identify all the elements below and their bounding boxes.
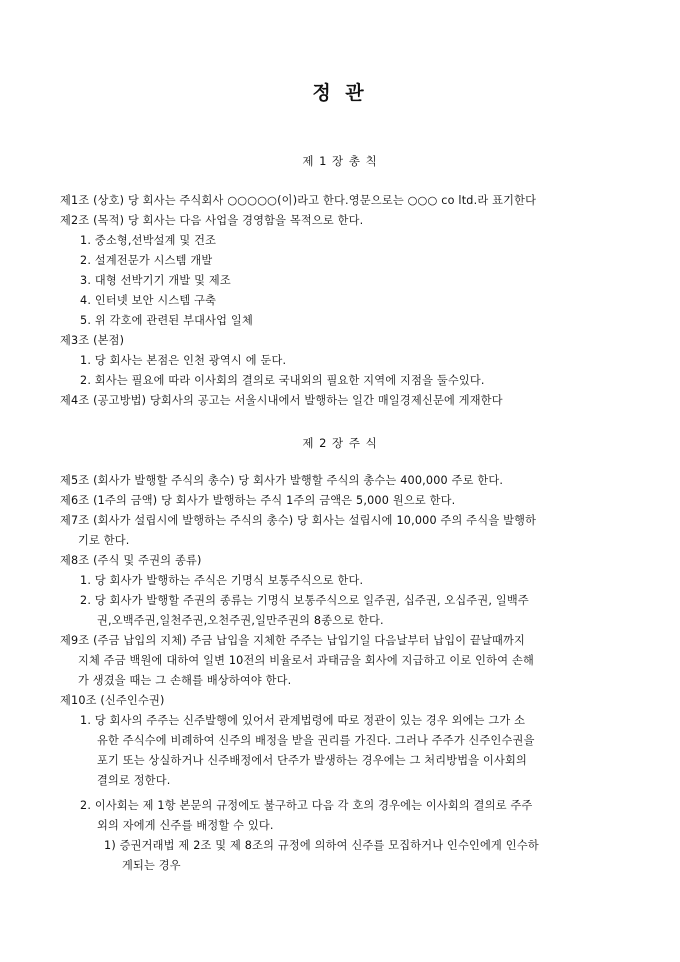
article-6: 제6조 (1주의 금액) 당 회사가 발행하는 주식 1주의 금액은 5,000 원으로 한다. [60, 494, 456, 507]
article-2-item: 4. 인터넷 보안 시스템 구축 [80, 294, 217, 307]
article-1: 제1조 (상호) 당 회사는 주식회사 ○○○○○(이)라고 한다.영문으로는 ○○○ co ltd.라 표기한다 [60, 194, 537, 207]
article-8-item-2-line-2: 권,오백주권,일천주권,오천주권,일만주권의 8종으로 한다. [97, 614, 384, 627]
article-2-item: 3. 대형 선박기기 개발 및 제조 [80, 274, 231, 287]
article-10: 제10조 (신주인수권) [60, 694, 165, 707]
article-2: 제2조 (목적) 당 회사는 다음 사업을 경영함을 목적으로 한다. [60, 214, 364, 227]
article-7-line-2: 기로 한다. [78, 534, 130, 547]
article-10-item-1-line-4: 결의로 정한다. [97, 774, 171, 787]
article-10-subitem-1-line-1: 1) 증권거래법 제 2조 및 제 8조의 규정에 의하여 신주를 모집하거나 인수인에게 인수하 [104, 839, 539, 852]
article-10-subitem-1-line-2: 게되는 경우 [122, 859, 181, 872]
article-9-line-2: 지체 주금 백원에 대하여 일변 10전의 비율로서 과태금을 회사에 지급하고 이로 인하여 손해 [78, 654, 534, 667]
article-8-item-1: 1. 당 회사가 발행하는 주식은 기명식 보통주식으로 한다. [80, 574, 364, 587]
article-2-item: 1. 중소형,선박설계 및 건조 [80, 234, 217, 247]
article-8: 제8조 (주식 및 주권의 종류) [60, 554, 202, 567]
article-8-item-2-line-1: 2. 당 회사가 발행할 주권의 종류는 기명식 보통주식으로 일주권, 십주권, 오십주권, 일백주 [80, 594, 529, 607]
article-9-line-1: 제9조 (주금 납입의 지체) 주금 납입을 지체한 주주는 납입기일 다음날부터 납입이 끝날때까지 [60, 634, 526, 647]
article-3-item: 2. 회사는 필요에 따라 이사회의 결의로 국내외의 필요한 지역에 지점을 둘수있다. [80, 374, 485, 387]
article-3-item: 1. 당 회사는 본점은 인천 광역시 에 둔다. [80, 354, 287, 367]
article-10-item-2-line-2: 외의 자에게 신주를 배정할 수 있다. [97, 819, 274, 832]
article-10-item-1-line-3: 포기 또는 상실하거나 신주배정에서 단주가 발생하는 경우에는 그 처리방법을 이사회의 [97, 754, 528, 767]
article-2-item: 5. 위 각호에 관련된 부대사업 일체 [80, 314, 253, 327]
article-10-item-1-line-2: 유한 주식수에 비례하여 신주의 배정을 받을 권리를 가진다. 그러나 주주가 신주인수권을 [97, 734, 535, 747]
article-5: 제5조 (회사가 발행할 주식의 총수) 당 회사가 발행할 주식의 총수는 400,000 주로 한다. [60, 474, 504, 487]
chapter-2-heading: 제 2 장 주 식 [302, 436, 378, 450]
article-2-item: 2. 설계전문가 시스템 개발 [80, 254, 213, 267]
article-9-line-3: 가 생겼을 때는 그 손해를 배상하여야 한다. [78, 674, 292, 687]
chapter-1-heading: 제 1 장 총 칙 [302, 154, 378, 168]
article-10-item-1-line-1: 1. 당 회사의 주주는 신주발행에 있어서 관계법령에 따로 정관이 있는 경우 외에는 그가 소 [80, 714, 526, 727]
article-7-line-1: 제7조 (회사가 설립시에 발행하는 주식의 총수) 당 회사는 설립시에 10,000 주의 주식을 발행하 [60, 514, 537, 527]
page-title: 정 관 [312, 82, 368, 104]
article-4: 제4조 (공고방법) 당회사의 공고는 서울시내에서 발행하는 일간 매일경제신문에 게재한다 [60, 394, 503, 407]
article-10-item-2-line-1: 2. 이사회는 제 1항 본문의 규정에도 불구하고 다음 각 호의 경우에는 이사회의 결의로 주주 [80, 799, 533, 812]
article-3: 제3조 (본점) [60, 334, 125, 347]
